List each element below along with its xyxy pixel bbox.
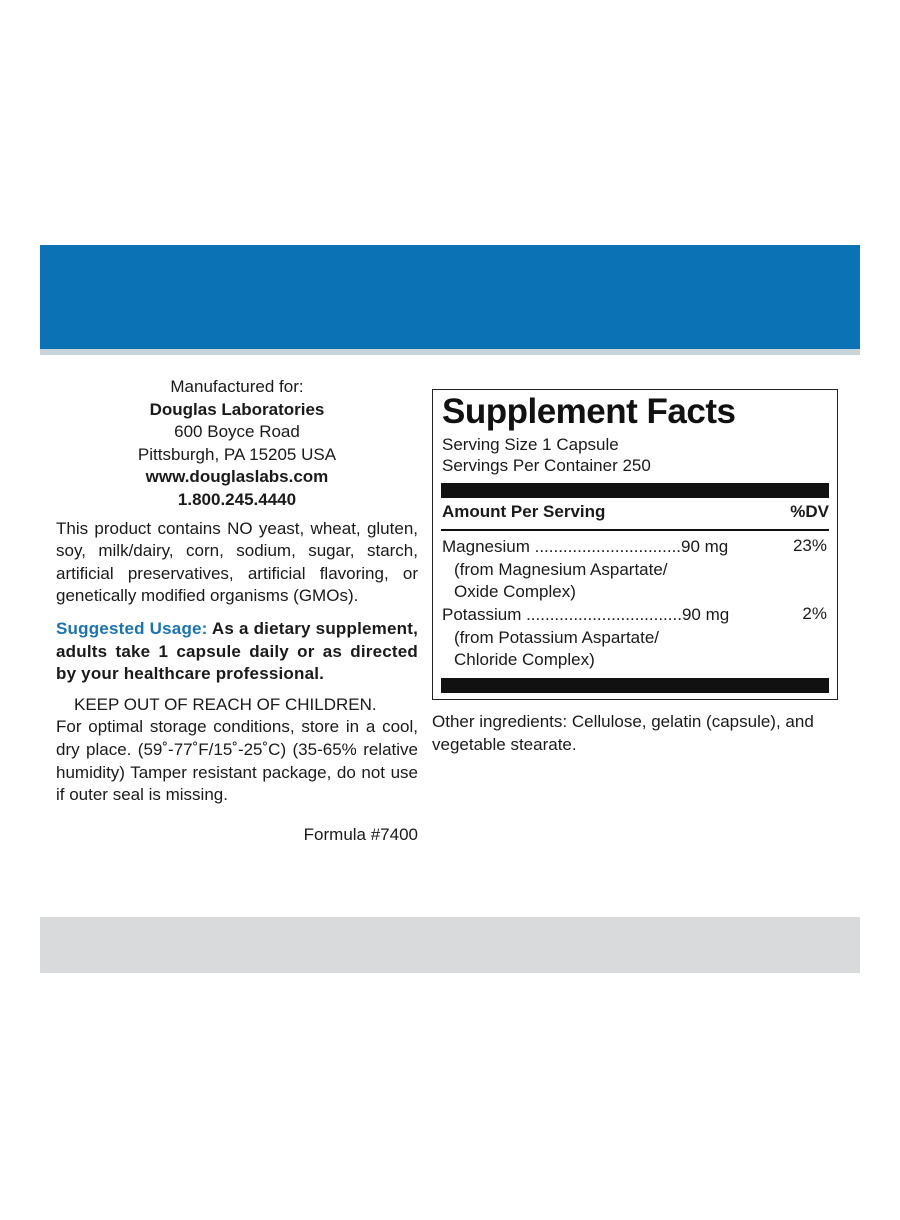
amount-per-serving-row [442, 502, 829, 522]
serving-info [442, 434, 651, 476]
keep-out-of-reach-warning: KEEP OUT OF REACH OF CHILDREN. [74, 694, 377, 714]
nutrient-dv-potassium: 2% [802, 604, 827, 623]
city-address: Pittsburgh, PA 15205 USA [137, 444, 337, 464]
manufacturer-block [56, 376, 418, 512]
blue-band-shadow [40, 349, 860, 355]
amount-per-serving-header: Amount Per Serving [442, 502, 606, 521]
nutrient-source: (from Potassium Aspartate/ [454, 627, 660, 647]
bottom-grey-band [40, 917, 860, 973]
top-blue-band [40, 245, 860, 349]
nutrient-source: (from Magnesium Aspartate/ [454, 559, 668, 579]
phone-number: 1.800.245.4440 [177, 489, 297, 509]
nutrient-row-potassium [442, 604, 729, 672]
dv-header: %DV [790, 502, 829, 521]
servings-per-container: Servings Per Container 250 [442, 456, 651, 475]
suggested-usage-text: As a dietary supplement, adults take 1 capsule daily or as directed by your healthcare professional. [56, 618, 418, 684]
manufacturer-heading: Manufactured for: [170, 377, 304, 396]
company-name: Douglas Laboratories [149, 399, 325, 419]
supplement-facts-title: Supplement Facts [442, 392, 736, 431]
nutrient-source: Chloride Complex) [454, 650, 595, 670]
nutrient-row-magnesium [442, 536, 728, 604]
allergen-statement: This product contains NO yeast, wheat, gluten, soy, milk/dairy, corn, sodium, sugar, starch, artificial preservatives, artificial flavoring, or genetically modified organisms (GMOs). [56, 518, 418, 606]
serving-size: Serving Size 1 Capsule [442, 435, 619, 454]
suggested-usage [56, 618, 418, 686]
facts-top-bar [441, 483, 829, 498]
suggested-usage-label: Suggested Usage: [56, 618, 208, 638]
nutrient-name-amount: Magnesium ...............................90 mg [442, 537, 729, 556]
facts-thin-rule [441, 529, 829, 531]
nutrient-name-amount: Potassium .................................90 mg [442, 605, 730, 624]
formula-number: Formula #7400 [303, 824, 418, 844]
storage-block [56, 694, 418, 807]
facts-bottom-bar [441, 678, 829, 693]
label-left-column [56, 376, 418, 845]
supplement-facts-panel [432, 389, 838, 700]
website: www.douglaslabs.com [145, 467, 329, 487]
nutrient-dv-magnesium: 23% [792, 536, 827, 555]
nutrient-source: Oxide Complex) [454, 582, 576, 602]
storage-instructions: For optimal storage conditions, store in a cool, dry place. (59˚-77˚F/15˚-25˚C) (35-65% relative humidity) Tamper resistant package, do not use if outer seal is missing. [56, 717, 418, 805]
street-address: 600 Boyce Road [174, 422, 300, 442]
other-ingredients: Other ingredients: Cellulose, gelatin (capsule), and vegetable stearate. [432, 712, 814, 754]
